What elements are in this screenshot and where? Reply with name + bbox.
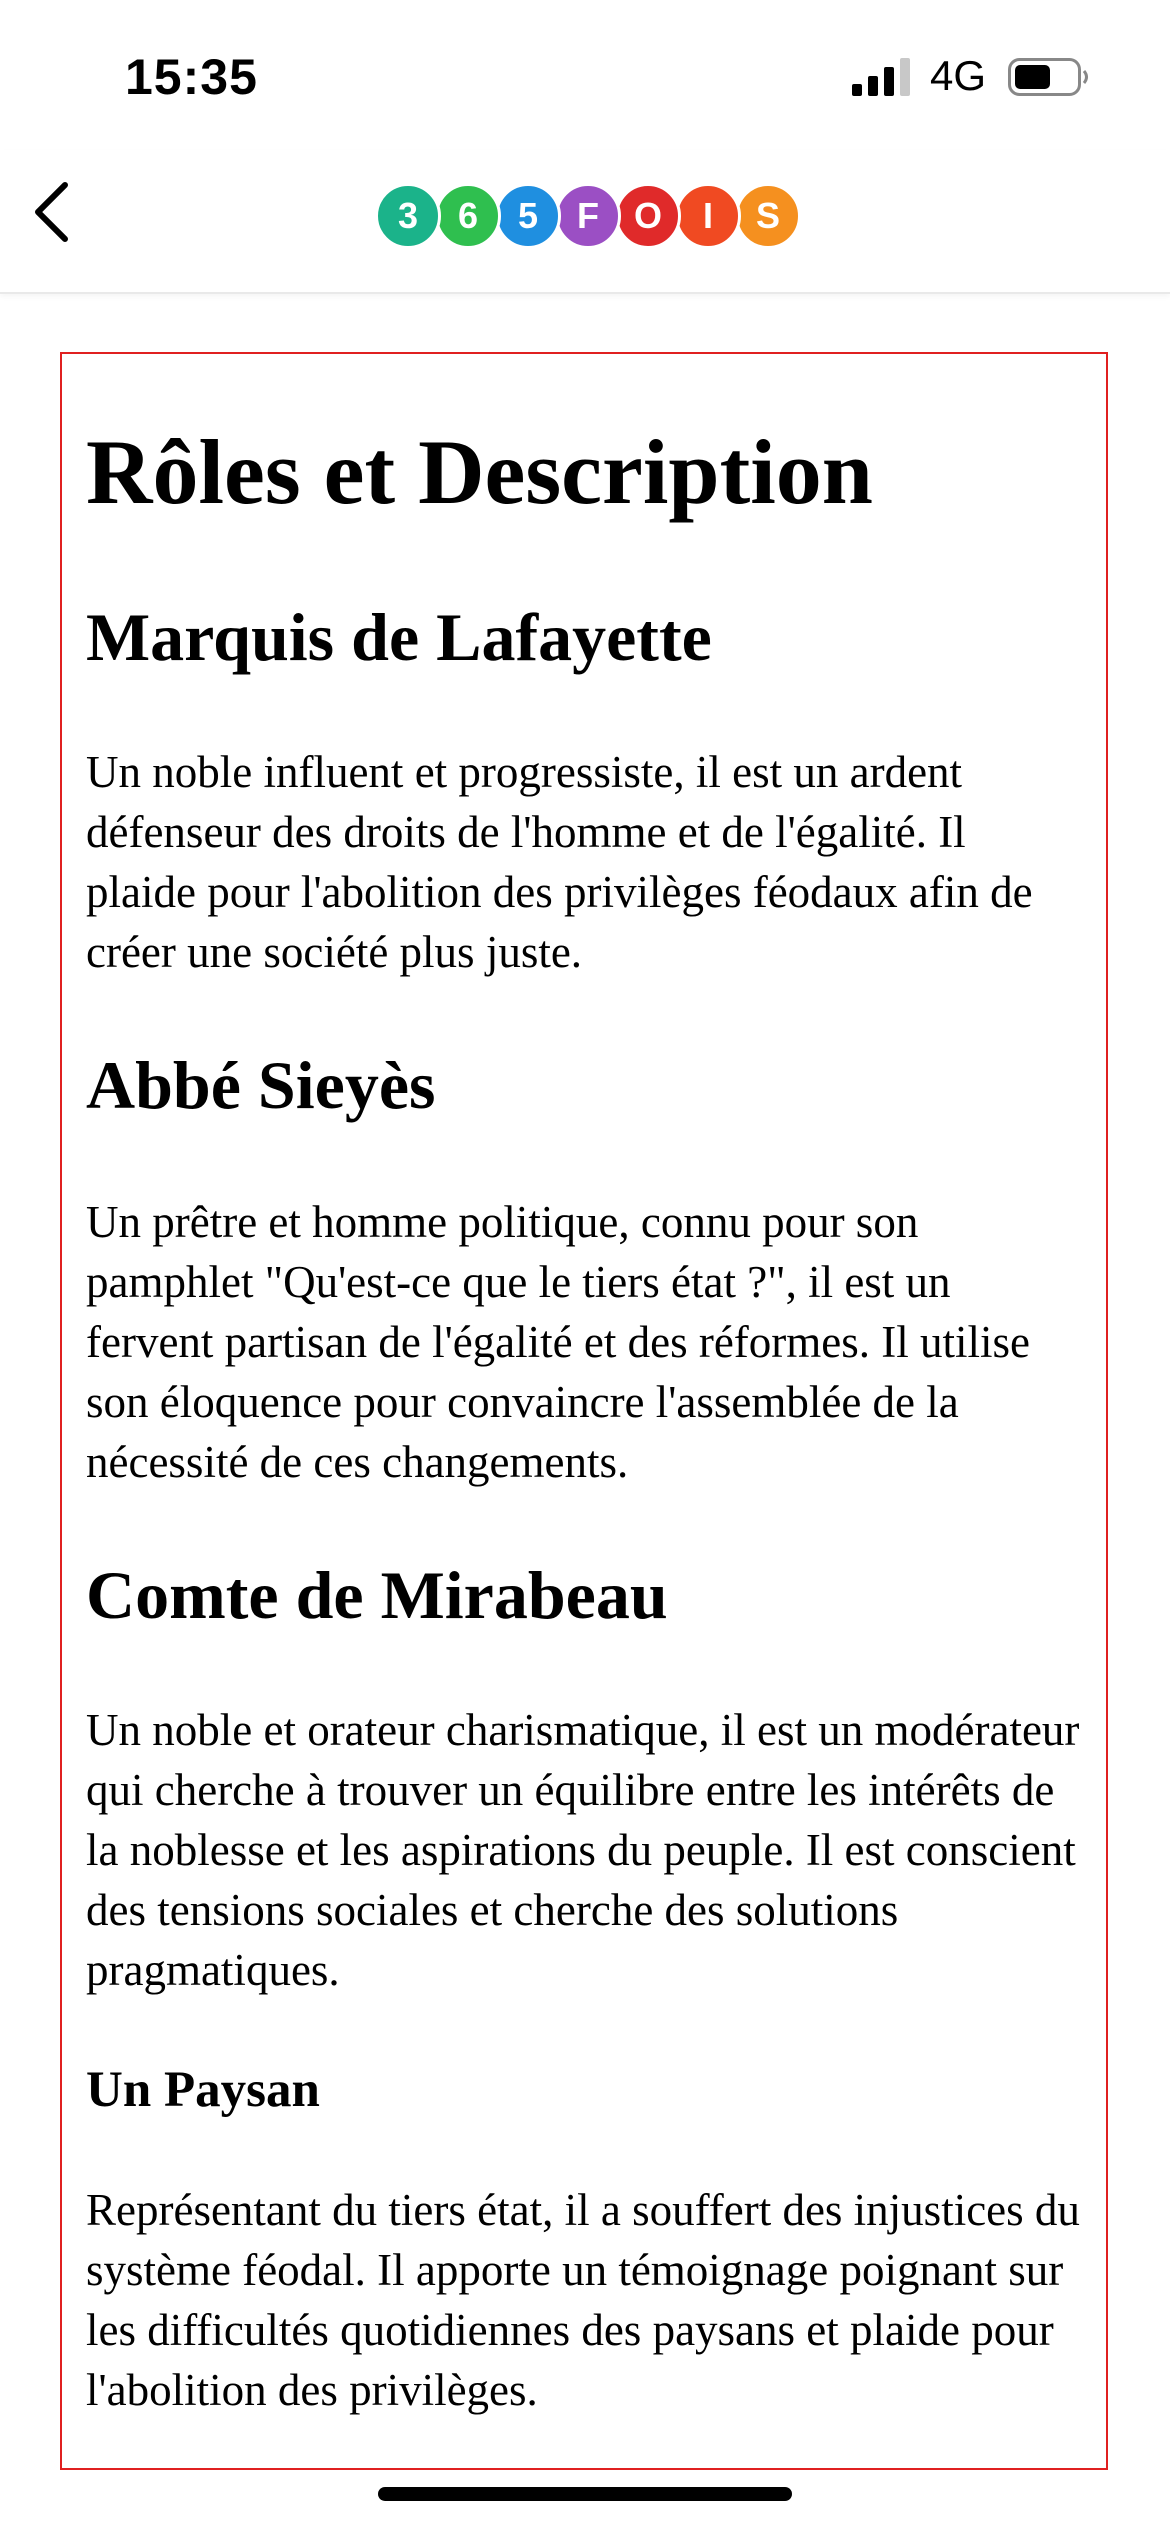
- section-text-lafayette: Un noble influent et progressiste, il est un ardent défenseur des droits de l'homme et de l'égalité. Il plaide pour l'abolition des privilèges féodaux afin de créer une société plus juste.: [86, 747, 1033, 977]
- back-button[interactable]: [20, 175, 90, 245]
- chevron-left-icon: [38, 185, 65, 239]
- status-time: 15:35: [125, 49, 258, 105]
- section-text-paysan: Représentant du tiers état, il a souffert des injustices du système féodal. Il apporte un témoignage poignant sur les difficultés quotidiennes des paysans et plaide pour l'abolition des privilèges.: [86, 2185, 1080, 2415]
- app-logo: [375, 183, 795, 249]
- section-title-sieyes: Abbé Sieyès: [86, 1047, 436, 1123]
- logo-letter: F: [555, 183, 621, 249]
- section-title-mirabeau: Comte de Mirabeau: [86, 1557, 668, 1633]
- logo-letter: S: [735, 183, 801, 249]
- section-title-paysan: Un Paysan: [86, 2062, 320, 2118]
- logo-letter: 6: [435, 183, 501, 249]
- page-title: Rôles et Description: [86, 421, 873, 523]
- signal-icon: [852, 58, 912, 96]
- logo-letter: I: [675, 183, 741, 249]
- section-text-sieyes: Un prêtre et homme politique, connu pour son pamphlet "Qu'est-ce que le tiers état ?", il est un fervent partisan de l'égalité et des réformes. Il utilise son éloquence pour convaincre l'assemblée de la nécessité de ces changements.: [86, 1197, 1030, 1487]
- home-indicator[interactable]: [378, 2487, 792, 2501]
- battery-icon: [1008, 58, 1090, 96]
- network-type: 4G: [930, 52, 987, 99]
- logo-letter: 3: [375, 183, 441, 249]
- status-bar: [0, 0, 1170, 150]
- logo-letter: 5: [495, 183, 561, 249]
- logo-letter: O: [615, 183, 681, 249]
- section-text-mirabeau: Un noble et orateur charismatique, il est un modérateur qui cherche à trouver un équilibre entre les intérêts de la noblesse et les aspirations du peuple. Il est conscient des tensions sociales et cherche des solutions pragmatiques.: [86, 1705, 1080, 1995]
- section-title-lafayette: Marquis de Lafayette: [86, 599, 712, 675]
- nav-header: [0, 150, 1170, 294]
- content-frame: [60, 352, 1108, 2470]
